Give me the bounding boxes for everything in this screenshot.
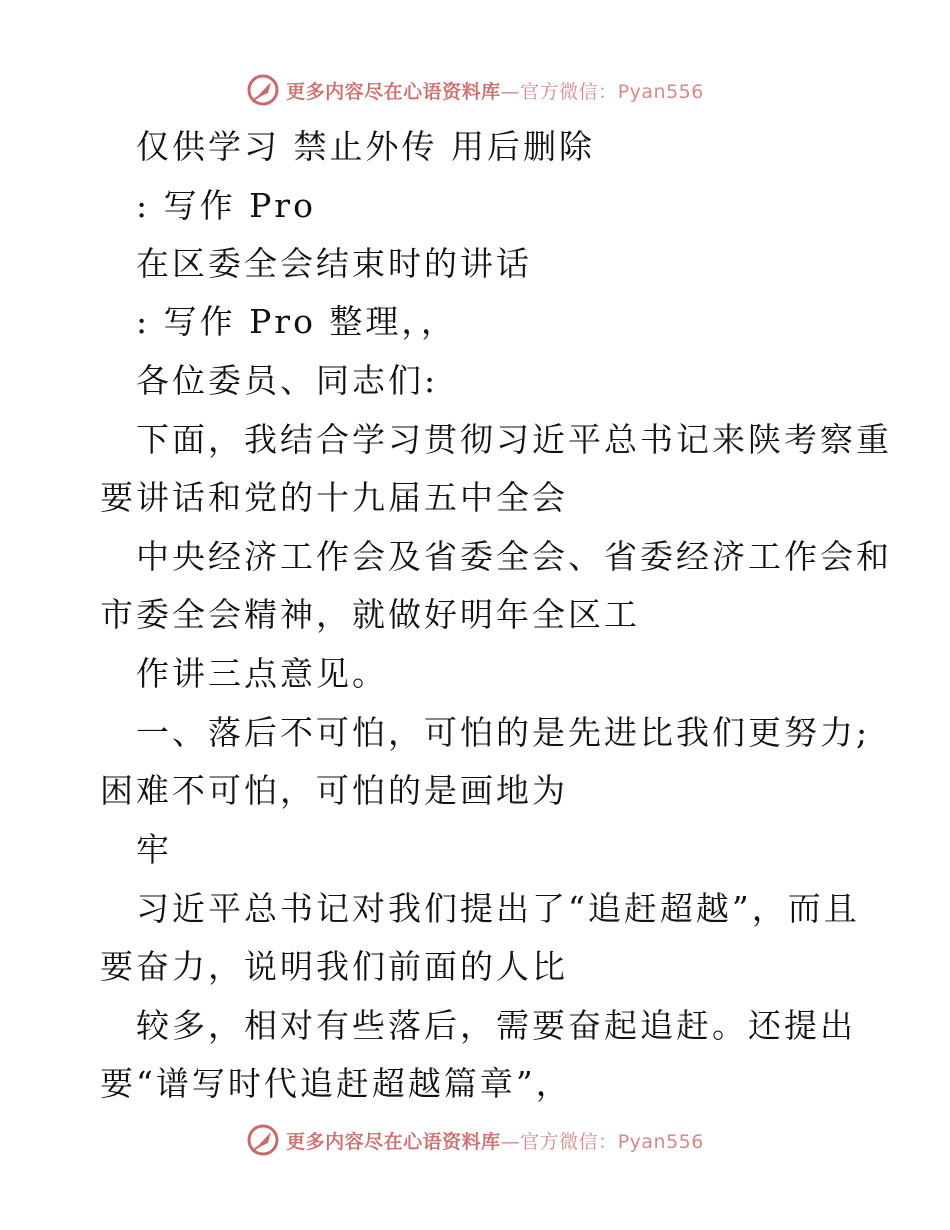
author-line: : 写作 Pro (136, 186, 316, 225)
section-heading-continued: 困难不可怕，可怕的是画地为 (100, 771, 568, 810)
watermark-brand: 更多内容尽在心语资料库 (286, 1130, 501, 1153)
watermark-separator: — (500, 1130, 521, 1153)
section-heading: 一、落后不可怕，可怕的是先进比我们更努力; (136, 713, 871, 752)
watermark-handle: Pyan556 (617, 1130, 704, 1153)
watermark-brand: 更多内容尽在心语资料库 (286, 80, 501, 103)
document-title: 在区委全会结束时的讲话 (136, 244, 532, 283)
footer-watermark (0, 1120, 950, 1160)
watermark-label: 官方微信： (520, 80, 618, 103)
paragraph-line: 要“谱写时代追赶超越篇章”， (100, 1064, 572, 1103)
notice-line: 仅供学习 禁止外传 用后删除 (136, 127, 595, 166)
paragraph-line: 较多，相对有些落后，需要奋起追赶。还提出 (136, 1006, 856, 1045)
paragraph-line: 习近平总书记对我们提出了“追赶超越”，而且 (136, 889, 860, 928)
editor-line: : 写作 Pro 整理，， (136, 302, 457, 341)
watermark-handle: Pyan556 (617, 80, 704, 103)
paragraph-line: 作讲三点意见。 (136, 654, 388, 693)
header-watermark (0, 70, 950, 110)
quill-circle-logo-icon (246, 73, 280, 107)
paragraph-line: 中央经济工作会及省委全会、省委经济工作会和 (136, 537, 892, 576)
watermark-text (286, 1127, 704, 1154)
paragraph-line: 要奋力，说明我们前面的人比 (100, 947, 568, 986)
paragraph-line: 市委全会精神，就做好明年全区工 (100, 595, 640, 634)
section-heading-continued: 牢 (136, 830, 172, 869)
watermark-text (286, 77, 704, 104)
watermark-label: 官方微信： (520, 1130, 618, 1153)
salutation: 各位委员、同志们: (136, 361, 439, 400)
quill-circle-logo-icon (246, 1123, 280, 1157)
paragraph-line: 下面，我结合学习贯彻习近平总书记来陕考察重 (136, 420, 892, 459)
watermark-separator: — (500, 80, 521, 103)
paragraph-line: 要讲话和党的十九届五中全会 (100, 478, 568, 517)
